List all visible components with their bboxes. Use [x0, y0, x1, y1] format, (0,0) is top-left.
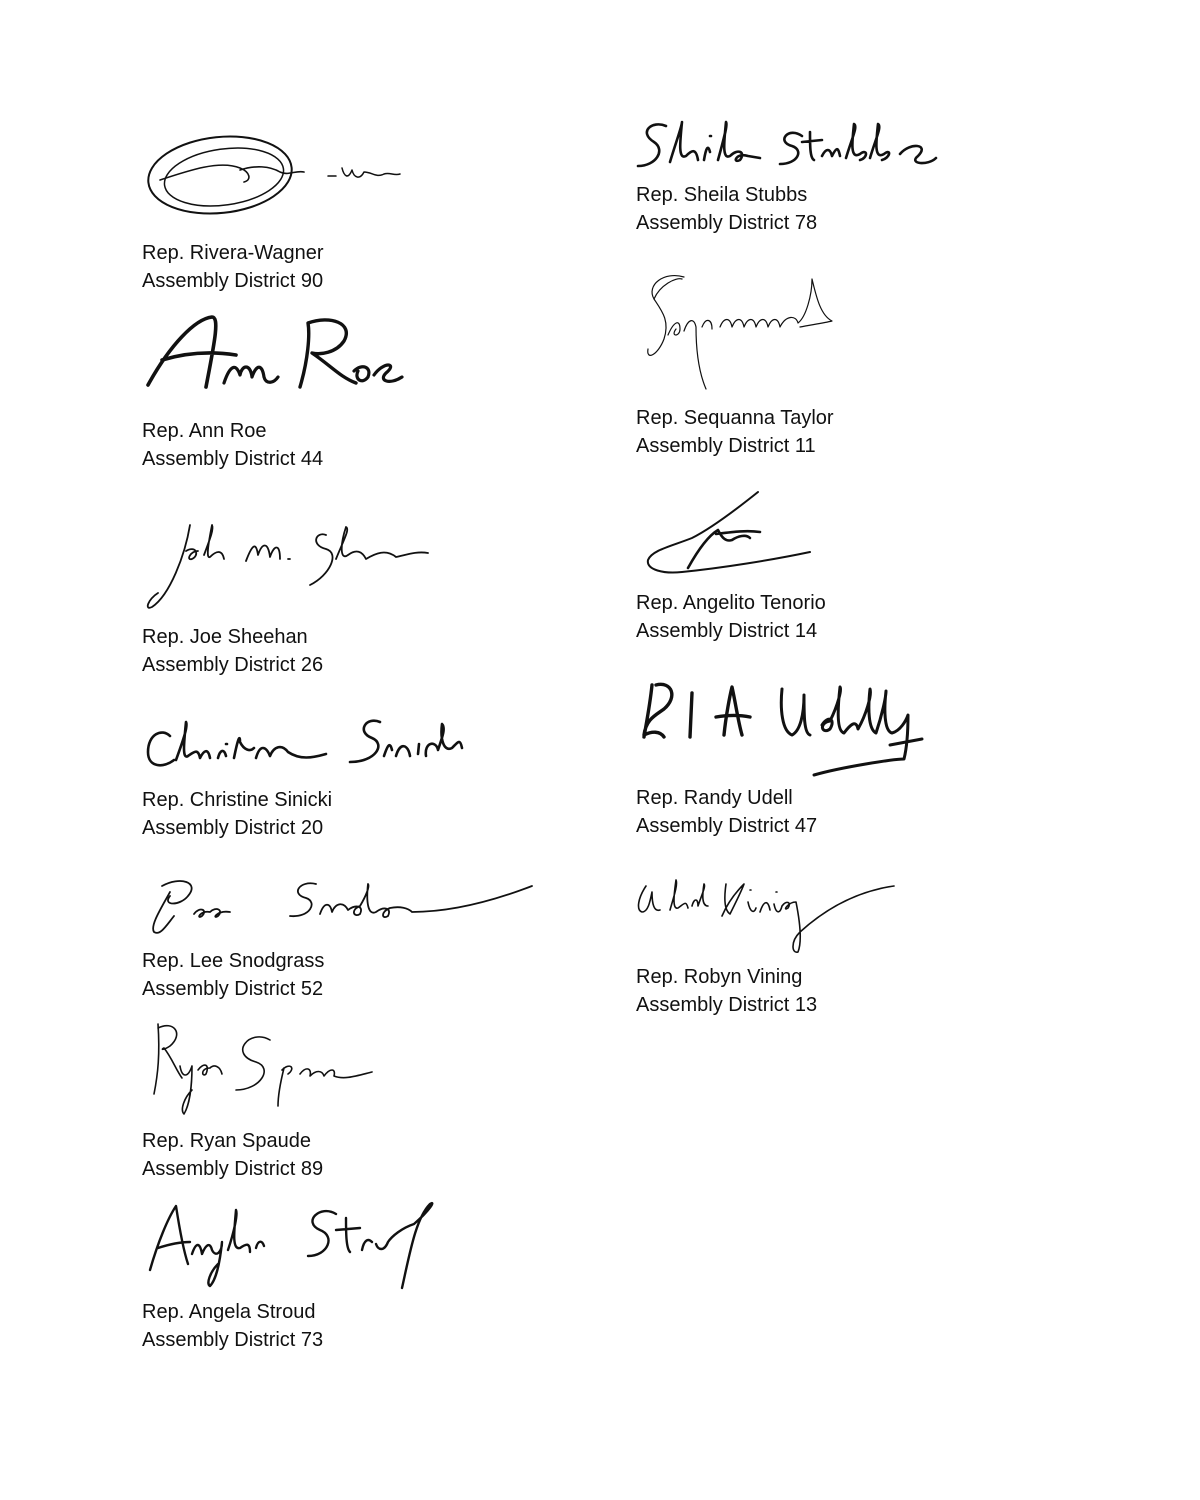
- signatory-name: Rep. Sequanna Taylor: [636, 407, 834, 429]
- signature-angelito-tenorio: [642, 488, 814, 580]
- signatory-district: Assembly District 52: [142, 978, 324, 1000]
- signature-randy-udell: [632, 675, 932, 785]
- signatory-name: Rep. Randy Udell: [636, 787, 793, 809]
- signatory-district: Assembly District 73: [142, 1329, 324, 1351]
- signature-sequanna-taylor: [640, 265, 840, 395]
- signatory-name: Rep. Lee Snodgrass: [142, 950, 325, 972]
- signatory-district: Assembly District 90: [142, 270, 324, 292]
- signatory-district: Assembly District 20: [142, 817, 324, 839]
- signatory-name: Rep. Sheila Stubbs: [636, 184, 808, 206]
- signature-angela-stroud: [140, 1192, 450, 1292]
- signatory-name: Rep. Angela Stroud: [142, 1301, 316, 1323]
- signatory-name: Rep. Robyn Vining: [636, 966, 803, 988]
- signature-joe-sheehan: [140, 515, 440, 615]
- signature-rivera-wagner: [140, 120, 420, 230]
- signatory-name: Rep. Rivera-Wagner: [142, 242, 324, 264]
- signatory-name: Rep. Ryan Spaude: [142, 1130, 312, 1152]
- signature-ann-roe: [140, 305, 410, 400]
- signatory-name: Rep. Joe Sheehan: [142, 626, 308, 648]
- signatory-district: Assembly District 78: [636, 212, 818, 234]
- signatory-name: Rep. Angelito Tenorio: [636, 592, 826, 614]
- signatory-district: Assembly District 47: [636, 815, 818, 837]
- signature-lee-snodgrass: [140, 866, 540, 946]
- signatory-name: Rep. Christine Sinicki: [142, 789, 333, 811]
- signatory-district: Assembly District 26: [142, 654, 324, 676]
- signature-christine-sinicki: [140, 698, 480, 778]
- signatory-district: Assembly District 14: [636, 620, 818, 642]
- signatory-district: Assembly District 11: [636, 435, 816, 457]
- signature-sheila-stubbs: [632, 112, 942, 182]
- signature-robyn-vining: [632, 872, 902, 962]
- signatory-district: Assembly District 44: [142, 448, 324, 470]
- signature-ryan-spaude: [140, 1014, 380, 1124]
- signatory-name: Rep. Ann Roe: [142, 420, 267, 442]
- signatory-district: Assembly District 89: [142, 1158, 324, 1180]
- signatory-district: Assembly District 13: [636, 994, 818, 1016]
